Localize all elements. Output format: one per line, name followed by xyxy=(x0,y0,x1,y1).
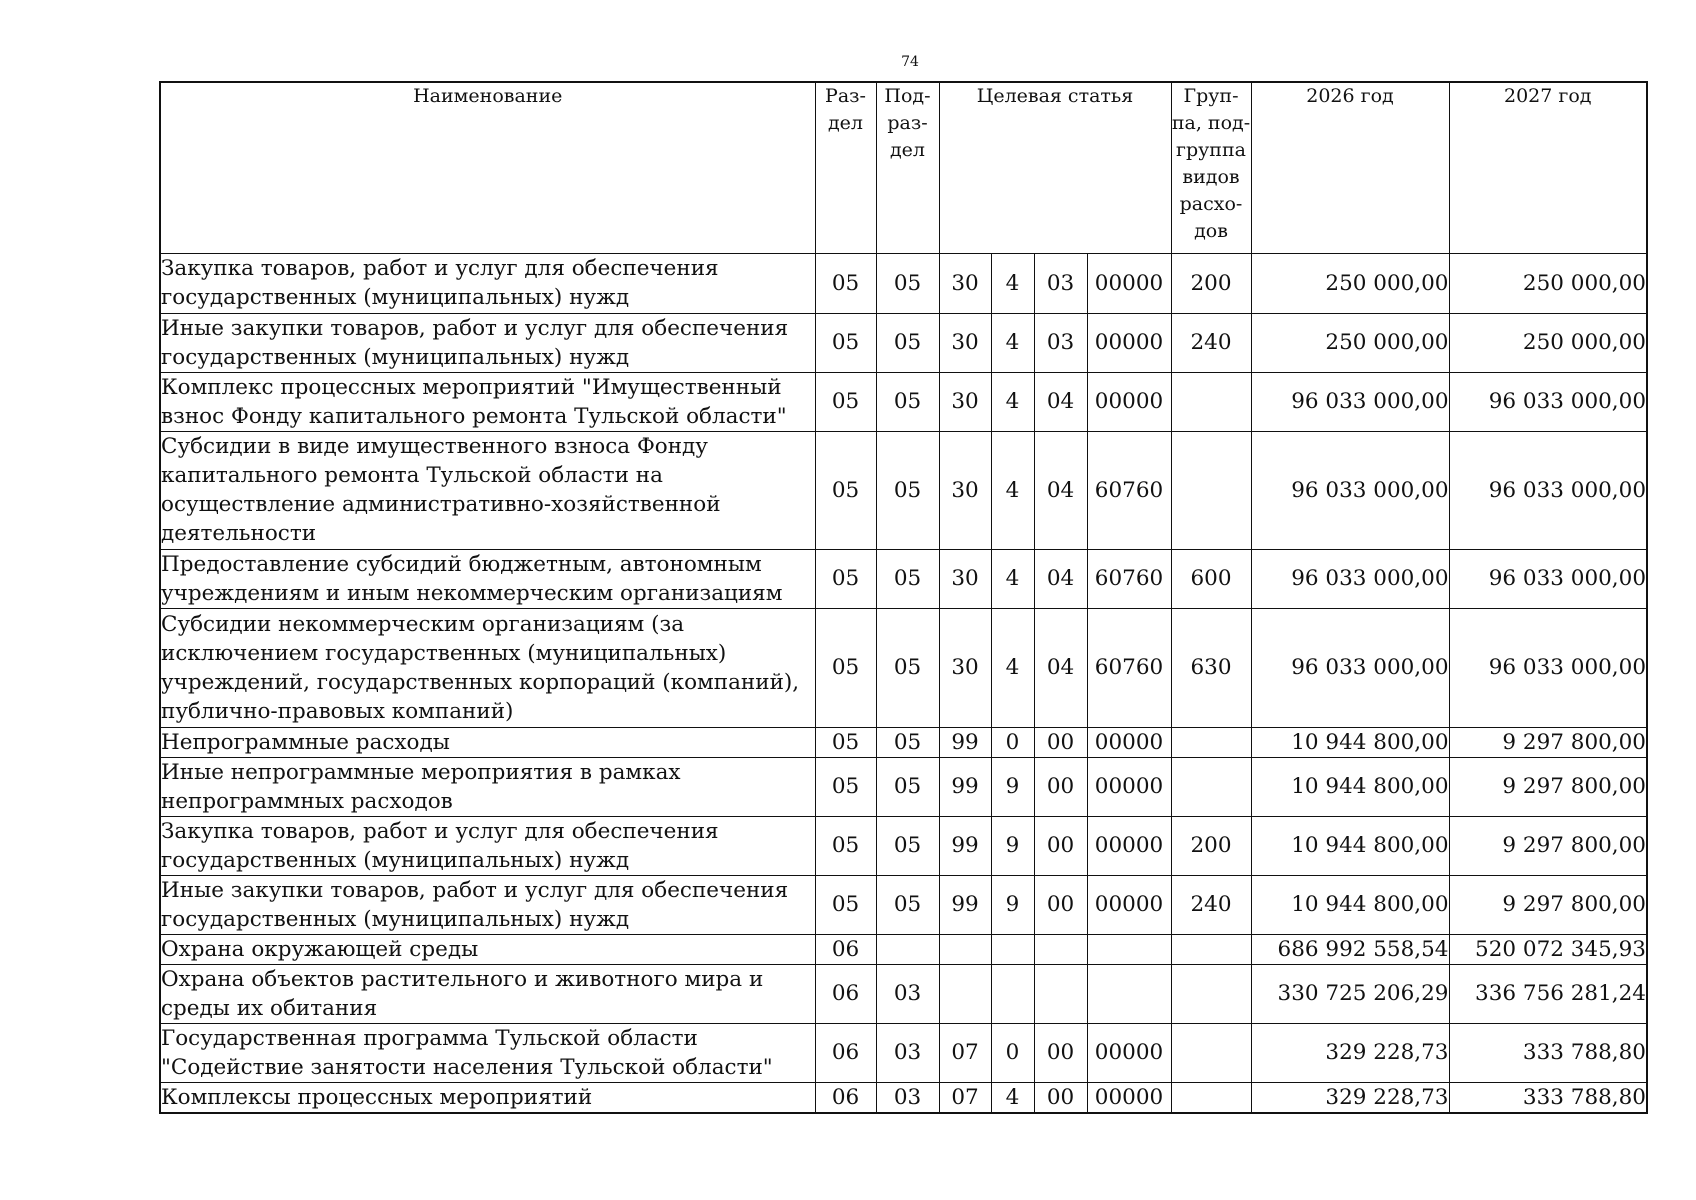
row-razdel: 05 xyxy=(815,727,876,757)
row-cs-subprogram xyxy=(1034,964,1087,1023)
row-cs-program: 30 xyxy=(939,313,991,372)
row-cs-direction xyxy=(1087,964,1171,1023)
row-cs-type: 4 xyxy=(991,1082,1034,1113)
row-value-2026: 330 725 206,29 xyxy=(1251,964,1449,1023)
header-razdel: Раз-дел xyxy=(815,82,876,253)
row-cs-direction: 00000 xyxy=(1087,816,1171,875)
row-cs-program: 99 xyxy=(939,727,991,757)
row-value-2026: 96 033 000,00 xyxy=(1251,549,1449,608)
row-value-2026: 96 033 000,00 xyxy=(1251,608,1449,727)
row-cs-type xyxy=(991,934,1034,964)
row-name: Охрана окружающей среды xyxy=(160,934,815,964)
row-cs-program xyxy=(939,934,991,964)
row-razdel: 05 xyxy=(815,757,876,816)
row-value-2027: 96 033 000,00 xyxy=(1449,549,1647,608)
row-cs-type: 4 xyxy=(991,372,1034,431)
row-cs-direction: 00000 xyxy=(1087,1082,1171,1113)
row-podrazdel: 05 xyxy=(876,608,939,727)
row-name: Субсидии в виде имущественного взноса Фонду капитального ремонта Тульской области на осуществление административно-хозяйственной деятельности xyxy=(160,431,815,549)
row-gruppa xyxy=(1171,1023,1251,1082)
row-value-2027: 9 297 800,00 xyxy=(1449,816,1647,875)
row-value-2027: 9 297 800,00 xyxy=(1449,727,1647,757)
row-razdel: 05 xyxy=(815,372,876,431)
row-cs-direction: 00000 xyxy=(1087,253,1171,313)
table-row xyxy=(160,1082,1647,1113)
row-razdel: 05 xyxy=(815,431,876,549)
row-cs-direction: 00000 xyxy=(1087,313,1171,372)
row-name: Субсидии некоммерческим организациям (за исключением государственных (муниципальных) учреждений, государственных корпораций (компаний), публично-правовых компаний) xyxy=(160,608,815,727)
table-row xyxy=(160,875,1647,934)
row-gruppa xyxy=(1171,431,1251,549)
row-value-2026: 686 992 558,54 xyxy=(1251,934,1449,964)
row-cs-direction xyxy=(1087,934,1171,964)
row-gruppa: 240 xyxy=(1171,313,1251,372)
row-value-2026: 10 944 800,00 xyxy=(1251,875,1449,934)
row-razdel: 05 xyxy=(815,253,876,313)
header-2027: 2027 год xyxy=(1449,82,1647,253)
table-row xyxy=(160,608,1647,727)
row-cs-program: 30 xyxy=(939,608,991,727)
row-cs-direction: 60760 xyxy=(1087,608,1171,727)
table-row xyxy=(160,549,1647,608)
row-podrazdel: 05 xyxy=(876,549,939,608)
page-number: 74 xyxy=(901,54,919,70)
row-cs-type xyxy=(991,964,1034,1023)
row-cs-program: 99 xyxy=(939,757,991,816)
row-cs-subprogram: 00 xyxy=(1034,1023,1087,1082)
row-podrazdel: 05 xyxy=(876,875,939,934)
row-name: Закупка товаров, работ и услуг для обеспечения государственных (муниципальных) нужд xyxy=(160,816,815,875)
table-row xyxy=(160,253,1647,313)
row-cs-subprogram: 04 xyxy=(1034,431,1087,549)
row-gruppa: 630 xyxy=(1171,608,1251,727)
row-value-2026: 10 944 800,00 xyxy=(1251,727,1449,757)
row-cs-type: 0 xyxy=(991,727,1034,757)
row-cs-program: 30 xyxy=(939,431,991,549)
row-gruppa xyxy=(1171,727,1251,757)
row-cs-type: 9 xyxy=(991,757,1034,816)
row-value-2027: 9 297 800,00 xyxy=(1449,757,1647,816)
table-row xyxy=(160,313,1647,372)
row-gruppa: 200 xyxy=(1171,253,1251,313)
table-body xyxy=(160,253,1647,1113)
row-name: Иные закупки товаров, работ и услуг для обеспечения государственных (муниципальных) нужд xyxy=(160,875,815,934)
row-cs-program: 07 xyxy=(939,1082,991,1113)
row-gruppa xyxy=(1171,372,1251,431)
row-cs-direction: 00000 xyxy=(1087,727,1171,757)
row-gruppa: 200 xyxy=(1171,816,1251,875)
row-gruppa xyxy=(1171,934,1251,964)
table-row xyxy=(160,964,1647,1023)
row-cs-direction: 00000 xyxy=(1087,757,1171,816)
budget-table xyxy=(159,81,1648,1114)
row-value-2027: 520 072 345,93 xyxy=(1449,934,1647,964)
row-cs-subprogram: 00 xyxy=(1034,757,1087,816)
row-cs-direction: 60760 xyxy=(1087,549,1171,608)
row-value-2026: 96 033 000,00 xyxy=(1251,431,1449,549)
row-cs-type: 4 xyxy=(991,253,1034,313)
table-row xyxy=(160,372,1647,431)
row-cs-direction: 00000 xyxy=(1087,1023,1171,1082)
table-row xyxy=(160,757,1647,816)
row-razdel: 06 xyxy=(815,934,876,964)
row-podrazdel: 05 xyxy=(876,372,939,431)
row-razdel: 06 xyxy=(815,1023,876,1082)
row-cs-direction: 00000 xyxy=(1087,372,1171,431)
row-cs-program: 99 xyxy=(939,875,991,934)
row-value-2027: 250 000,00 xyxy=(1449,313,1647,372)
row-value-2026: 250 000,00 xyxy=(1251,313,1449,372)
row-cs-subprogram: 03 xyxy=(1034,313,1087,372)
header-2026: 2026 год xyxy=(1251,82,1449,253)
row-gruppa xyxy=(1171,757,1251,816)
row-razdel: 05 xyxy=(815,608,876,727)
header-gruppa: Груп-па, под-группа видов расхо-дов xyxy=(1171,82,1251,253)
row-podrazdel: 03 xyxy=(876,1023,939,1082)
row-name: Комплекс процессных мероприятий "Имущественный взнос Фонду капитального ремонта Тульской области" xyxy=(160,372,815,431)
row-cs-subprogram: 00 xyxy=(1034,727,1087,757)
row-cs-program xyxy=(939,964,991,1023)
row-value-2027: 333 788,80 xyxy=(1449,1082,1647,1113)
row-value-2026: 329 228,73 xyxy=(1251,1082,1449,1113)
row-cs-type: 4 xyxy=(991,608,1034,727)
row-podrazdel: 05 xyxy=(876,816,939,875)
row-cs-type: 4 xyxy=(991,549,1034,608)
row-name: Иные закупки товаров, работ и услуг для обеспечения государственных (муниципальных) нужд xyxy=(160,313,815,372)
header-row xyxy=(160,82,1647,253)
row-cs-direction: 60760 xyxy=(1087,431,1171,549)
row-gruppa: 600 xyxy=(1171,549,1251,608)
header-podrazdel: Под-раз-дел xyxy=(876,82,939,253)
table-row xyxy=(160,431,1647,549)
row-cs-type: 9 xyxy=(991,875,1034,934)
table-row xyxy=(160,934,1647,964)
row-name: Непрограммные расходы xyxy=(160,727,815,757)
row-value-2026: 250 000,00 xyxy=(1251,253,1449,313)
row-razdel: 05 xyxy=(815,875,876,934)
row-cs-program: 30 xyxy=(939,253,991,313)
row-cs-subprogram: 00 xyxy=(1034,875,1087,934)
row-cs-type: 4 xyxy=(991,431,1034,549)
row-name: Закупка товаров, работ и услуг для обеспечения государственных (муниципальных) нужд xyxy=(160,253,815,313)
row-gruppa: 240 xyxy=(1171,875,1251,934)
row-gruppa xyxy=(1171,1082,1251,1113)
row-value-2026: 10 944 800,00 xyxy=(1251,816,1449,875)
row-podrazdel: 03 xyxy=(876,964,939,1023)
row-cs-program: 07 xyxy=(939,1023,991,1082)
row-value-2027: 9 297 800,00 xyxy=(1449,875,1647,934)
row-value-2027: 250 000,00 xyxy=(1449,253,1647,313)
row-name: Комплексы процессных мероприятий xyxy=(160,1082,815,1113)
row-podrazdel: 05 xyxy=(876,253,939,313)
table-row xyxy=(160,1023,1647,1082)
row-razdel: 05 xyxy=(815,549,876,608)
row-cs-type: 4 xyxy=(991,313,1034,372)
row-cs-program: 30 xyxy=(939,372,991,431)
row-podrazdel: 05 xyxy=(876,757,939,816)
row-value-2027: 96 033 000,00 xyxy=(1449,372,1647,431)
table-row xyxy=(160,727,1647,757)
row-podrazdel: 05 xyxy=(876,727,939,757)
row-cs-subprogram: 00 xyxy=(1034,816,1087,875)
row-cs-program: 99 xyxy=(939,816,991,875)
row-value-2026: 96 033 000,00 xyxy=(1251,372,1449,431)
header-name: Наименование xyxy=(160,82,815,253)
row-razdel: 06 xyxy=(815,1082,876,1113)
row-razdel: 05 xyxy=(815,816,876,875)
row-value-2026: 10 944 800,00 xyxy=(1251,757,1449,816)
row-cs-subprogram: 04 xyxy=(1034,608,1087,727)
row-cs-direction: 00000 xyxy=(1087,875,1171,934)
row-podrazdel: 03 xyxy=(876,1082,939,1113)
row-value-2026: 329 228,73 xyxy=(1251,1023,1449,1082)
row-name: Государственная программа Тульской области "Содействие занятости населения Тульской области" xyxy=(160,1023,815,1082)
row-cs-program: 30 xyxy=(939,549,991,608)
row-cs-type: 9 xyxy=(991,816,1034,875)
row-value-2027: 333 788,80 xyxy=(1449,1023,1647,1082)
row-cs-subprogram: 04 xyxy=(1034,372,1087,431)
row-value-2027: 96 033 000,00 xyxy=(1449,431,1647,549)
header-celevaya: Целевая статья xyxy=(939,82,1171,253)
row-podrazdel: 05 xyxy=(876,313,939,372)
row-razdel: 05 xyxy=(815,313,876,372)
row-value-2027: 336 756 281,24 xyxy=(1449,964,1647,1023)
row-value-2027: 96 033 000,00 xyxy=(1449,608,1647,727)
row-razdel: 06 xyxy=(815,964,876,1023)
row-name: Иные непрограммные мероприятия в рамках непрограммных расходов xyxy=(160,757,815,816)
row-cs-subprogram: 03 xyxy=(1034,253,1087,313)
row-podrazdel: 05 xyxy=(876,431,939,549)
row-name: Предоставление субсидий бюджетным, автономным учреждениям и иным некоммерческим организациям xyxy=(160,549,815,608)
row-cs-subprogram: 00 xyxy=(1034,1082,1087,1113)
row-cs-subprogram: 04 xyxy=(1034,549,1087,608)
row-cs-type: 0 xyxy=(991,1023,1034,1082)
table-row xyxy=(160,816,1647,875)
row-podrazdel xyxy=(876,934,939,964)
row-cs-subprogram xyxy=(1034,934,1087,964)
row-name: Охрана объектов растительного и животного мира и среды их обитания xyxy=(160,964,815,1023)
row-gruppa xyxy=(1171,964,1251,1023)
